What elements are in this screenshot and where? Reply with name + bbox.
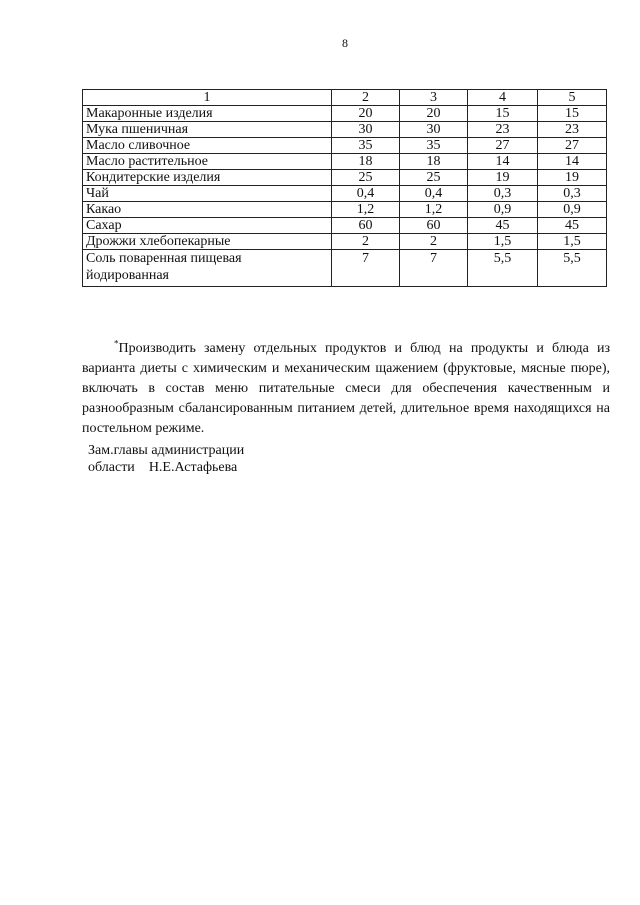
table-row — [83, 202, 607, 218]
table-header-cell: 2 — [332, 90, 400, 106]
value-cell: 60 — [400, 218, 468, 234]
value-cell: 23 — [538, 122, 607, 138]
footnote-marker: * — [114, 338, 119, 349]
product-name-cell: Какао — [83, 202, 332, 218]
value-cell: 7 — [332, 250, 400, 287]
value-cell: 0,4 — [332, 186, 400, 202]
product-name-cell: Масло сливочное — [83, 138, 332, 154]
value-cell: 15 — [538, 106, 607, 122]
signature-position: Зам.главы администрации — [88, 443, 245, 458]
product-name-cell: Сахар — [83, 218, 332, 234]
table-header-cell: 5 — [538, 90, 607, 106]
value-cell: 19 — [468, 170, 538, 186]
value-cell: 1,2 — [332, 202, 400, 218]
value-cell: 2 — [332, 234, 400, 250]
product-name-cell: Соль поваренная пищевая йодированная — [83, 250, 332, 287]
value-cell: 0,9 — [468, 202, 538, 218]
table-row — [83, 170, 607, 186]
value-cell: 5,5 — [538, 250, 607, 287]
footnote-paragraph — [82, 339, 610, 439]
product-name-cell: Чай — [83, 186, 332, 202]
page-number: 8 — [342, 36, 348, 50]
value-cell: 30 — [400, 122, 468, 138]
table-row — [83, 122, 607, 138]
value-cell: 35 — [332, 138, 400, 154]
value-cell: 27 — [468, 138, 538, 154]
value-cell: 5,5 — [468, 250, 538, 287]
value-cell: 19 — [538, 170, 607, 186]
value-cell: 18 — [332, 154, 400, 170]
value-cell: 1,5 — [468, 234, 538, 250]
value-cell: 1,2 — [400, 202, 468, 218]
value-cell: 7 — [400, 250, 468, 287]
value-cell: 45 — [538, 218, 607, 234]
value-cell: 18 — [400, 154, 468, 170]
value-cell: 14 — [538, 154, 607, 170]
table-header-cell: 3 — [400, 90, 468, 106]
value-cell: 45 — [468, 218, 538, 234]
value-cell: 20 — [332, 106, 400, 122]
table-header-cell: 1 — [83, 90, 332, 106]
value-cell: 25 — [332, 170, 400, 186]
signature-line — [88, 459, 244, 476]
signature-region: области — [88, 460, 135, 475]
value-cell: 0,3 — [538, 186, 607, 202]
value-cell: 30 — [332, 122, 400, 138]
signature-name: Н.Е.Астафьева — [148, 460, 238, 475]
table-row — [83, 138, 607, 154]
value-cell: 35 — [400, 138, 468, 154]
value-cell: 20 — [400, 106, 468, 122]
product-name-cell: Масло растительное — [83, 154, 332, 170]
value-cell: 1,5 — [538, 234, 607, 250]
footnote-text: Производить замену отдельных продуктов и блюд на продукты и блюда из варианта диеты с химическим и механическим щажением (фруктовые, мясные пюре), включать в состав меню питательные смеси для обеспечения качественным и разнообразным сбалансированным питанием детей, длительное время находящихся на постельном режиме. — [82, 341, 610, 436]
value-cell: 14 — [468, 154, 538, 170]
product-name-cell: Дрожжи хлебопекарные — [83, 234, 332, 250]
value-cell: 0,9 — [538, 202, 607, 218]
value-cell: 2 — [400, 234, 468, 250]
table-row — [83, 250, 607, 287]
table-row — [83, 234, 607, 250]
table-row — [83, 106, 607, 122]
table-row — [83, 218, 607, 234]
products-table — [82, 89, 607, 287]
value-cell: 23 — [468, 122, 538, 138]
value-cell: 15 — [468, 106, 538, 122]
value-cell: 0,4 — [400, 186, 468, 202]
value-cell: 60 — [332, 218, 400, 234]
table-header-cell: 4 — [468, 90, 538, 106]
signature-block — [88, 442, 244, 476]
value-cell: 27 — [538, 138, 607, 154]
product-name-cell: Кондитерские изделия — [83, 170, 332, 186]
table-row — [83, 186, 607, 202]
value-cell: 0,3 — [468, 186, 538, 202]
table-row — [83, 154, 607, 170]
products-table-container — [82, 89, 606, 287]
product-name-cell: Мука пшеничная — [83, 122, 332, 138]
product-name-cell: Макаронные изделия — [83, 106, 332, 122]
value-cell: 25 — [400, 170, 468, 186]
table-header-row — [83, 90, 607, 106]
